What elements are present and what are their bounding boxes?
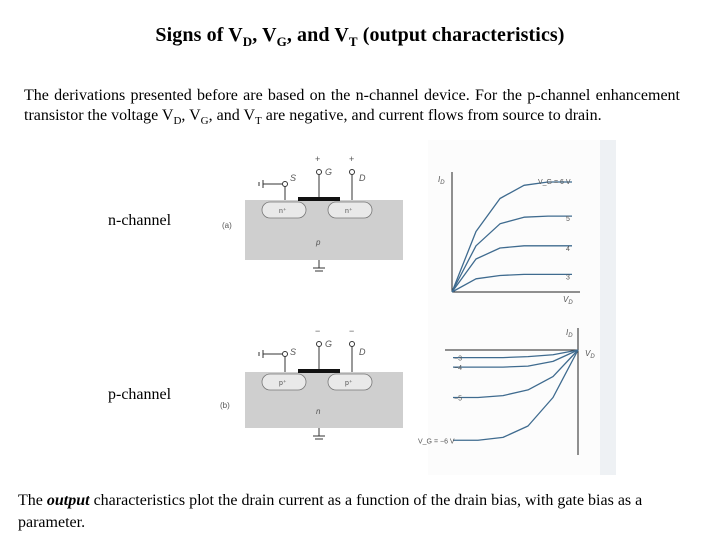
slide-title: Signs of $V_D$, $V_G$, and $V_T$ (output characteristics) <box>155 24 565 49</box>
p-curve-label-2: −5 <box>454 395 462 403</box>
graph-background <box>428 140 616 475</box>
n-curve-label-0: V_G = 6 V <box>538 179 571 186</box>
p-terminal-g: G <box>325 339 333 349</box>
n-channel-label: n-channel <box>108 212 172 229</box>
n-terminal-d: D <box>359 173 366 183</box>
graph-edge-shade <box>600 140 616 475</box>
p-drain-minus: − <box>349 326 355 336</box>
p-curve-label-0: −3 <box>454 355 462 363</box>
n-curve-label-2: 4 <box>566 245 570 253</box>
n-gate-plus: + <box>315 154 321 164</box>
n-source-label: n⁺ <box>279 208 287 215</box>
n-terminal-g: G <box>325 167 333 177</box>
n-axis-vd: $V_D$ <box>563 295 573 306</box>
n-axis-id: $I_D$ <box>438 175 445 186</box>
p-gate-minus: − <box>315 326 321 336</box>
panel-a-label: (a) <box>222 221 232 230</box>
p-channel-label: p-channel <box>108 386 172 403</box>
p-source-label: p⁺ <box>279 380 287 387</box>
p-gate-oxide <box>298 369 340 373</box>
n-channel-device <box>222 154 403 271</box>
conclusion-paragraph: The output characteristics plot the drain current as a function of the drain bias, with gate bias as a parameter. <box>18 492 643 531</box>
p-curve-label-1: −4 <box>454 365 462 373</box>
n-substrate-label: p <box>316 238 321 247</box>
n-curve-label-1: 5 <box>566 216 570 224</box>
p-axis-id: $I_D$ <box>566 328 573 339</box>
n-curve-label-3: 3 <box>566 274 570 282</box>
n-drain-plus: + <box>349 154 355 164</box>
p-axis-vd: $V_D$ <box>585 349 595 360</box>
p-drain-label: p⁺ <box>345 380 353 387</box>
intro-paragraph: The derivations presented before are based on the n-channel device. For the p-channel enhancement transistor the voltage $V_D$, $V_G$, and $V_T$ are negative, and current flows from source to drain. <box>24 87 680 128</box>
p-curve-label-3: V_G = −6 V <box>418 438 455 446</box>
n-drain-label: n⁺ <box>345 208 353 215</box>
p-terminal-d: D <box>359 347 366 357</box>
n-gate-oxide <box>298 197 340 201</box>
p-substrate-label: n <box>316 407 321 416</box>
p-terminal-s: S <box>290 347 297 357</box>
p-channel-device <box>220 326 403 439</box>
n-terminal-s: S <box>290 173 297 183</box>
panel-b-label: (b) <box>220 401 230 410</box>
